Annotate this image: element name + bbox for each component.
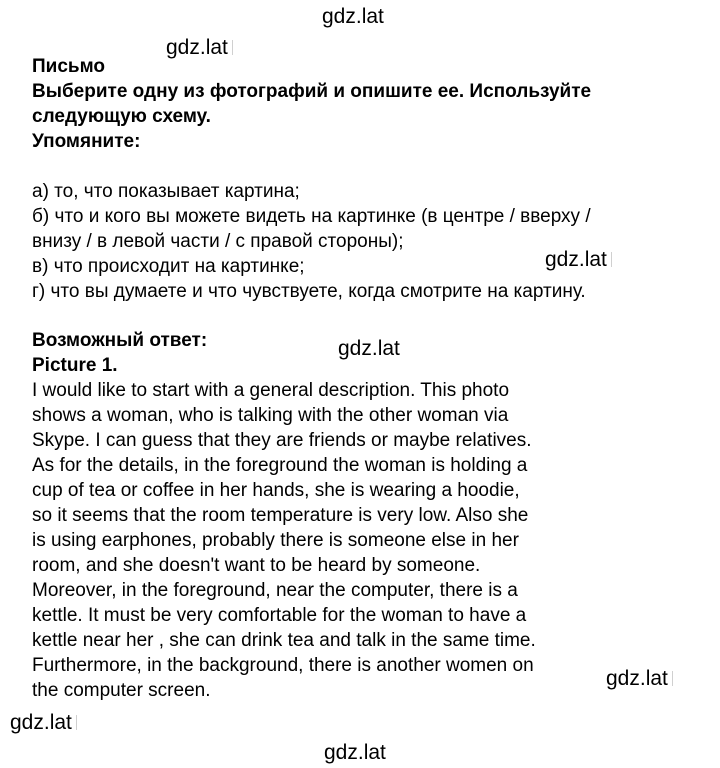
watermark: gdz.lat — [545, 247, 612, 273]
point-item: г) что вы думаете и что чувствуете, когда смотрите на картину. — [32, 281, 586, 302]
answer-line: is using earphones, probably there is someone else in her — [32, 530, 519, 551]
answer-line: the computer screen. — [32, 680, 211, 701]
watermark: gdz.lat — [606, 666, 673, 692]
task-line: Выберите одну из фотографий и опишите ее. Используйте — [32, 81, 592, 102]
task-line: следующую схему. — [32, 106, 211, 127]
point-item: в) что происходит на картинке; — [32, 256, 305, 277]
answer-line: kettle. It must be very comfortable for the woman to have a — [32, 605, 527, 626]
answer-line: Moreover, in the foreground, near the computer, there is a — [32, 580, 518, 601]
point-item: внизу / в левой части / с правой стороны); — [32, 231, 404, 252]
watermark: gdz.lat — [10, 710, 77, 736]
answer-line: shows a woman, who is talking with the other woman via — [32, 405, 509, 426]
watermark: gdz.lat — [338, 337, 400, 360]
answer-line: cup of tea or coffee in her hands, she is wearing a hoodie, — [32, 480, 520, 501]
point-item: а) то, что показывает картина; — [32, 181, 300, 202]
answer-line: kettle near her , she can drink tea and talk in the same time. — [32, 630, 536, 651]
letter-title: Письмо — [32, 56, 105, 77]
answer-line: so it seems that the room temperature is very low. Also she — [32, 505, 529, 526]
answer-line: room, and she doesn't want to be heard by someone. — [32, 555, 481, 576]
picture-label: Picture 1. — [32, 355, 118, 376]
answer-label: Возможный ответ: — [32, 330, 208, 351]
point-item: б) что и кого вы можете видеть на картинке (в центре / вверху / — [32, 206, 591, 227]
watermark-bottom: gdz.lat — [324, 741, 386, 764]
answer-line: Furthermore, in the background, there is another women on — [32, 655, 534, 676]
watermark: gdz.lat — [166, 35, 233, 61]
mention-heading: Упомяните: — [32, 131, 141, 152]
answer-line: Skype. I can guess that they are friends or maybe relatives. — [32, 430, 532, 451]
answer-line: I would like to start with a general description. This photo — [32, 380, 510, 401]
watermark-top: gdz.lat — [322, 5, 384, 28]
answer-line: As for the details, in the foreground the woman is holding a — [32, 455, 528, 476]
